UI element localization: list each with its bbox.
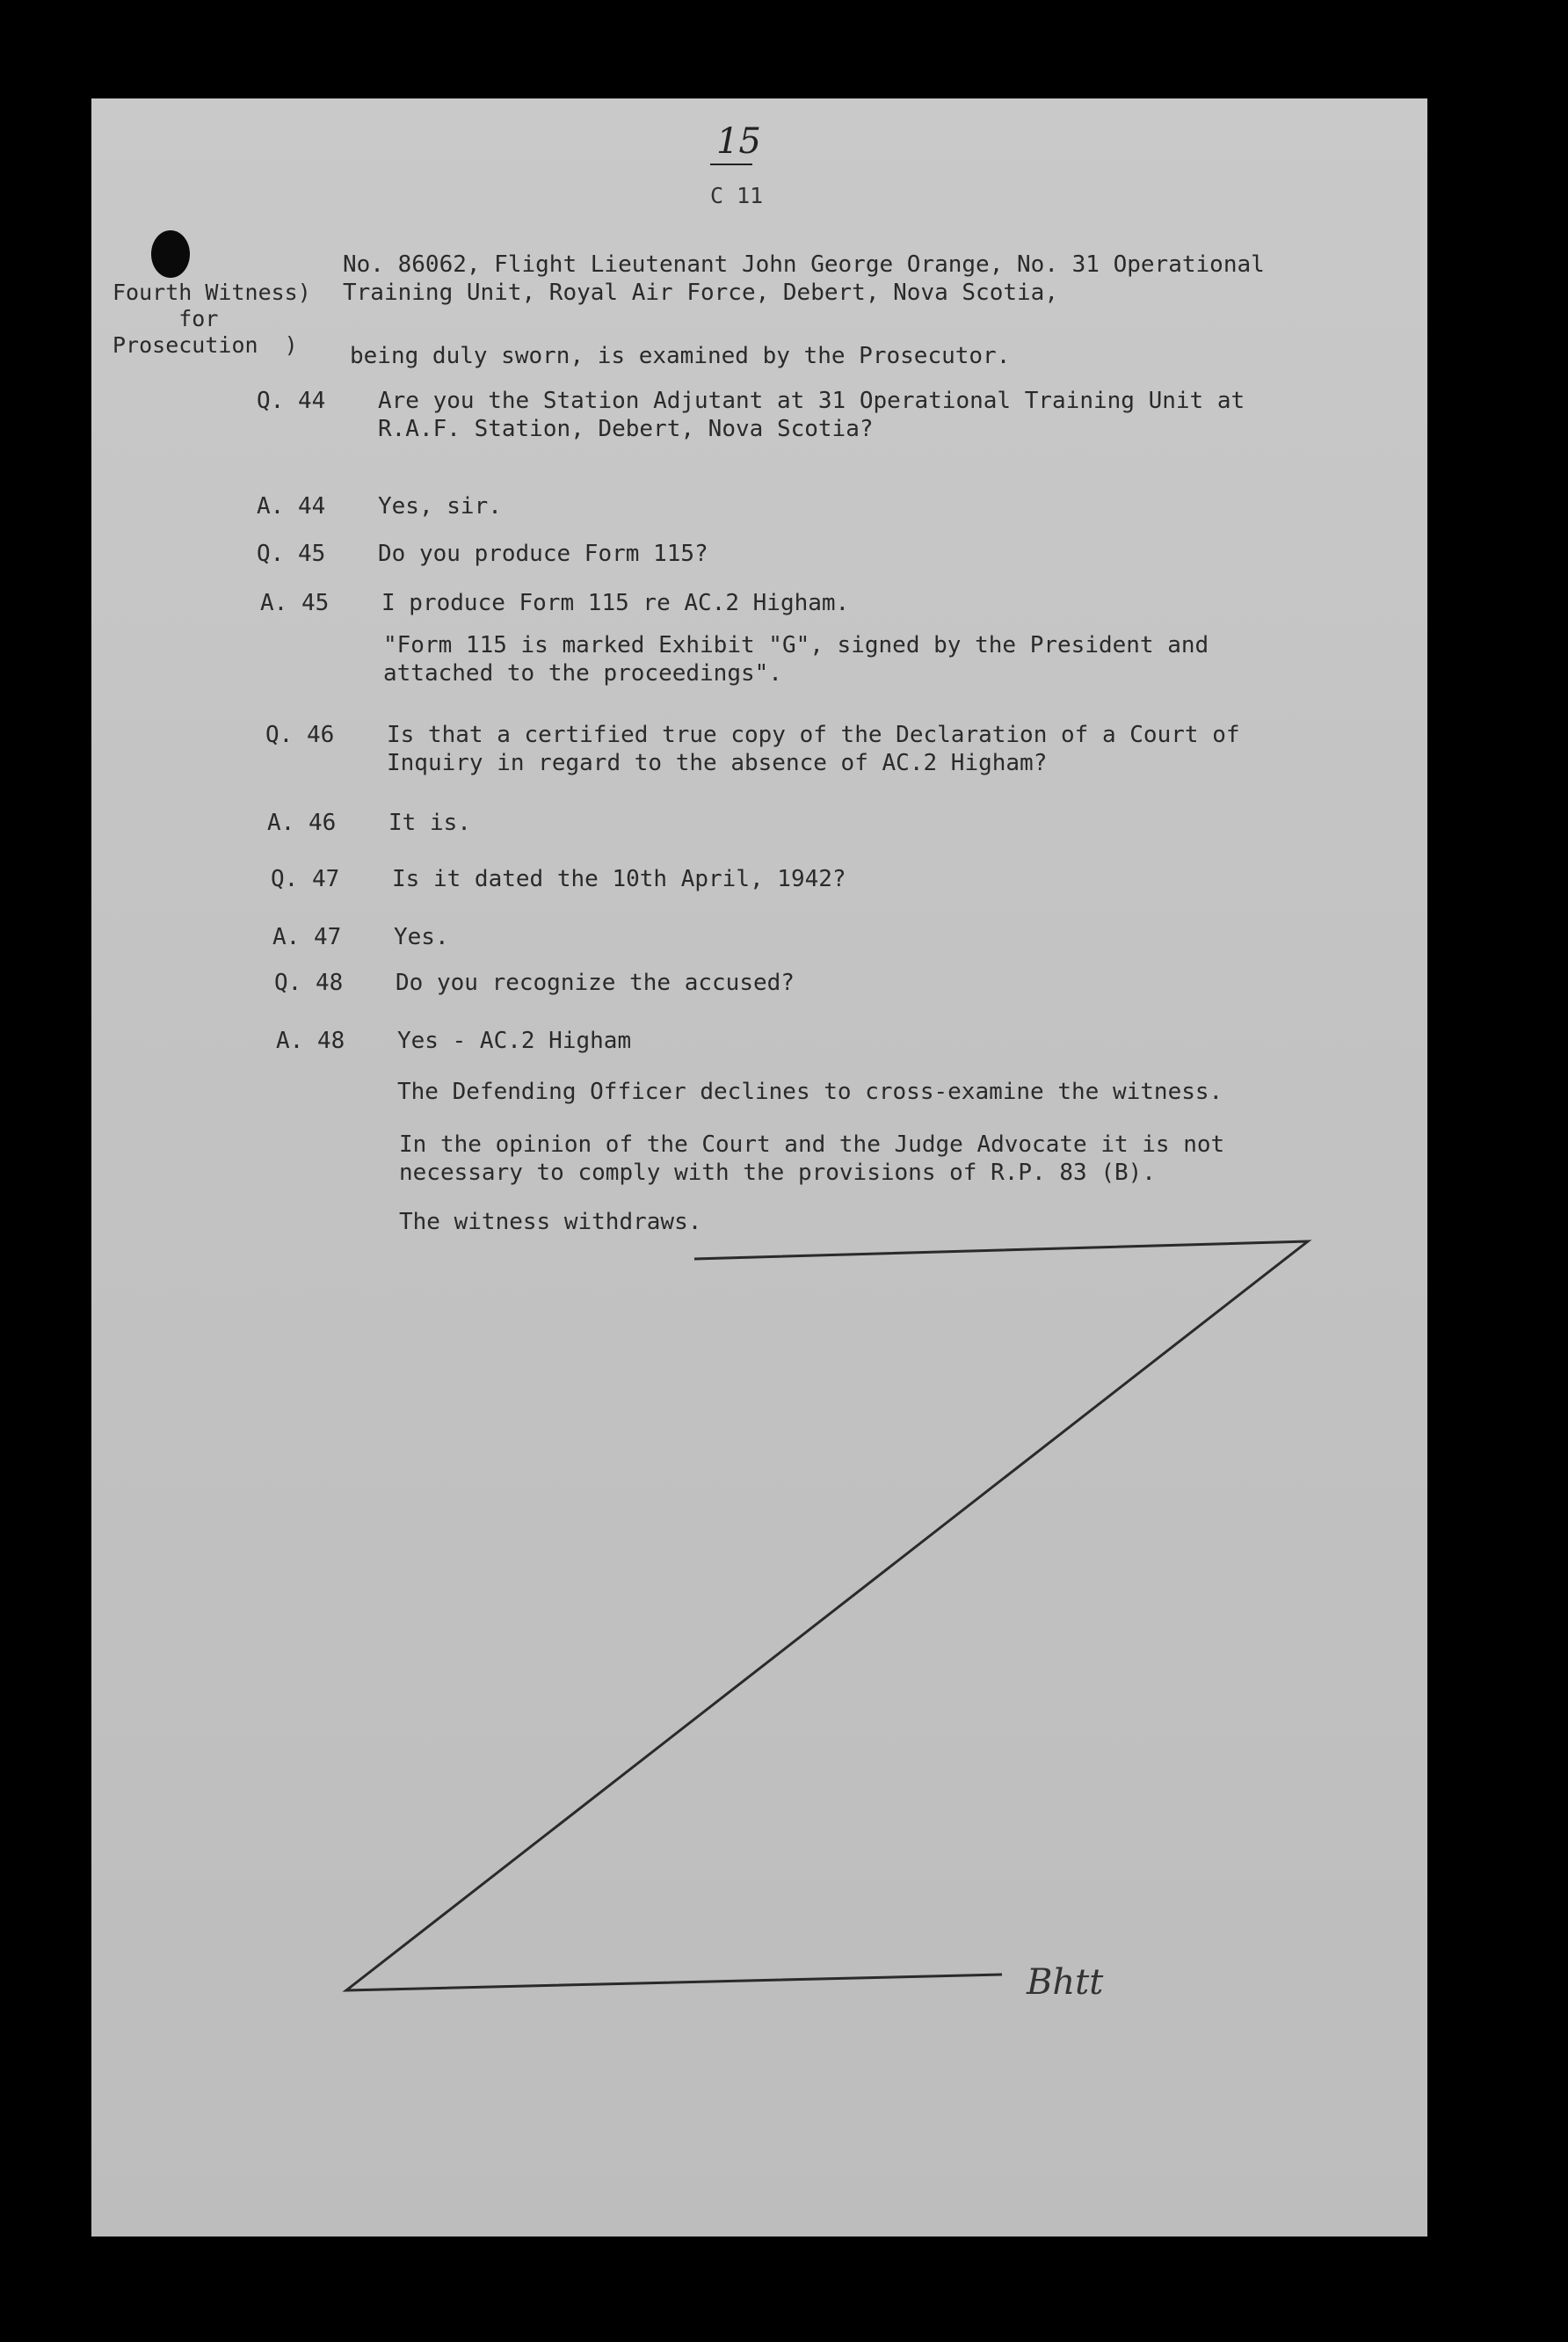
exchange-label: Q. 46 xyxy=(265,722,335,748)
exchange-text: I produce Form 115 re AC.2 Higham. xyxy=(381,590,850,616)
exchange-label: Q. 45 xyxy=(257,541,326,567)
exchange-label: A. 47 xyxy=(272,924,342,950)
exchange-text: Yes. xyxy=(394,924,449,950)
exchange-text: Do you produce Form 115? xyxy=(378,541,708,567)
side-label-line: Prosecution ) xyxy=(113,332,298,358)
exchange-text: Is that a certified true copy of the Declaration of a Court of Inquiry in regard to the absence of AC.2 Higham? xyxy=(387,722,1240,776)
initials-signature: Bhtt xyxy=(1027,1962,1104,2003)
exchange-text: Are you the Station Adjutant at 31 Operational Training Unit at R.A.F. Station, Debert, Nova Scotia? xyxy=(378,388,1245,442)
withdraw-note: The witness withdraws. xyxy=(399,1209,702,1235)
ink-blot xyxy=(151,230,190,278)
exchange-label: Q. 44 xyxy=(257,388,326,414)
exchange-label: A. 44 xyxy=(257,493,326,520)
exchange-text: Do you recognize the accused? xyxy=(396,970,795,996)
declines-note: The Defending Officer declines to cross-examine the witness. xyxy=(397,1079,1223,1105)
exchange-label: A. 48 xyxy=(276,1028,345,1054)
witness-intro: No. 86062, Flight Lieutenant John George Orange, No. 31 Operational Training Unit, Royal Air Force, Debert, Nova Scotia, xyxy=(343,251,1265,306)
exchange-label: A. 46 xyxy=(267,810,337,836)
exchange-text: Yes - AC.2 Higham xyxy=(397,1028,632,1054)
exchange-label: Q. 48 xyxy=(274,970,344,996)
reference-code: C 11 xyxy=(710,183,764,208)
exchange-label: A. 45 xyxy=(260,590,330,616)
exchange-text: Yes, sir. xyxy=(378,493,502,520)
exchange-text: Is it dated the 10th April, 1942? xyxy=(392,866,846,892)
opinion-note: In the opinion of the Court and the Judge Advocate it is not necessary to comply with the provisions of R.P. 83 (B). xyxy=(399,1131,1225,1186)
exhibit-note: "Form 115 is marked Exhibit "G", signed by the President and attached to the proceedings". xyxy=(383,632,1209,687)
exchange-label: Q. 47 xyxy=(271,866,340,892)
sworn-line: being duly sworn, is examined by the Prosecutor. xyxy=(350,343,1011,369)
exchange-text: It is. xyxy=(388,810,471,836)
witness-side-label xyxy=(113,280,332,359)
side-label-line: Fourth Witness) xyxy=(113,280,311,305)
page-number-underline xyxy=(710,164,752,165)
side-label-line: for xyxy=(113,306,219,331)
page-number: 15 xyxy=(716,121,761,162)
